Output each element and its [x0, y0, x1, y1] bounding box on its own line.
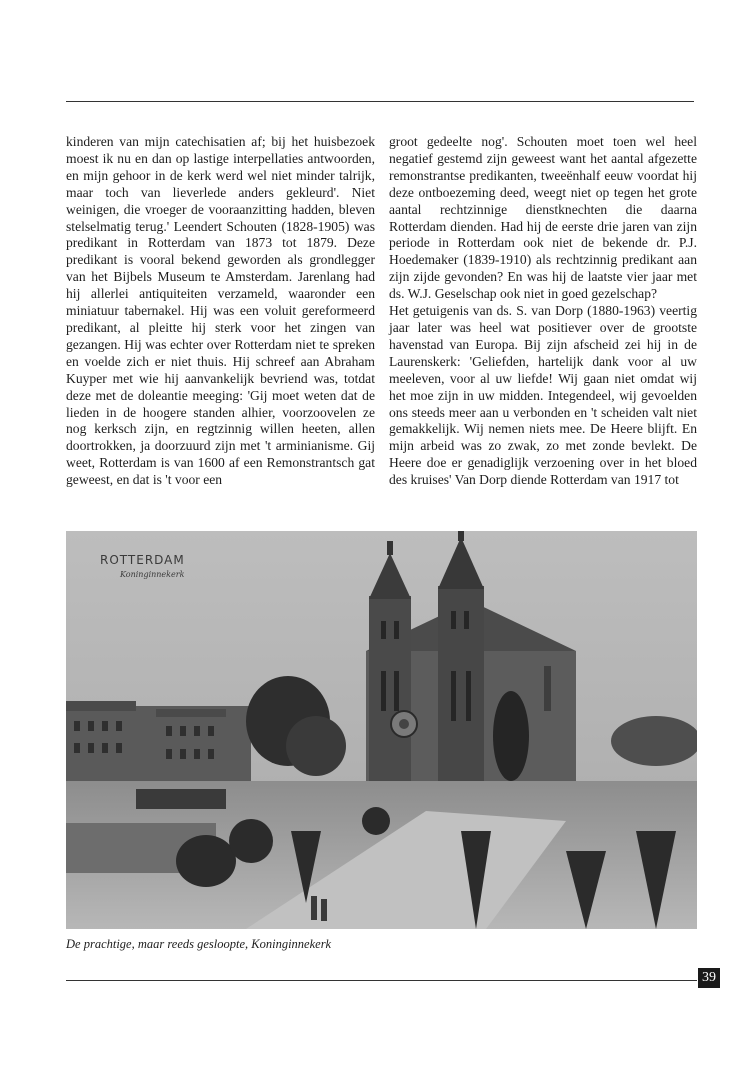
- article-column-left: [66, 134, 375, 489]
- top-rule: [66, 101, 694, 102]
- koninginnekerk-illustration: [66, 531, 697, 929]
- left-column-text: kinderen van mijn catechisatien af; bij het huisbezoek moest ik nu en dan op lastige interpellaties antwoorden, en mijn gehoor in de kerk werd wel niet minder talrijk, maar toch van lieverlede anders gekleurd'. Niet weinigen, die vroeger de vooraanzitting hadden, bleven stelselmatig terug.' Leendert Schouten (1828-1905) was predikant in Rotterdam van 1873 tot 1879. Deze predikant is vooral bekend geworden als grondlegger van het Bijbels Museum te Amsterdam. Jarenlang had hij allerlei antiquiteiten verzameld, waaronder een miniatuur tabernakel. Hij was een voluit gereformeerd predikant, al pleitte hij sterk voor het zingen van gezangen. Hij was echter over Rotterdam niet te spreken en voelde zich er niet thuis. Hij schreef aan Abraham Kuyper met wie hij aanvankelijk bevriend was, totdat deze met de doleantie meeging: 'Gij moet weten dat de lieden in de hoogere standen alhier, voorzoovelen ze nog kerksch zijn, en regtzinnig willen heeten, allen doortrokken, ja doorzuurd zijn met 't arminianisme. Gij weet, Rotterdam is van 1600 af een Remonstrantsch gat geweest, en dat is 't voor een: [66, 134, 375, 488]
- photo-caption: De prachtige, maar reeds gesloopte, Koninginnekerk: [66, 937, 332, 951]
- bottom-rule: [66, 980, 697, 981]
- church-photograph: [66, 531, 697, 929]
- article-column-right: [389, 134, 697, 489]
- right-paragraph-2: Het getuigenis van ds. S. van Dorp (1880-1963) veertig jaar later was heel wat positiever over de grootste havenstad van Europa. Bij zijn afscheid zei hij in de Laurenskerk: 'Geliefden, hartelijk dank voor al uw meeleven, voor al uw liefde! Wij gaan niet omdat wij het moe zijn in uw midden. Integendeel, wij gevoelden ons steeds meer aan u verbonden en 't scheiden valt niet gemakkelijk. Wij nemen niets mee. De Heere blijft. En mijn arbeid was zo zwak, zo met zonde bevlekt. De Heere doe er genadiglijk verzoening over in het bloed des kruises' Van Dorp diende Rotterdam van 1917 tot: [389, 303, 697, 488]
- photo-sublabel: Koninginnekerk: [120, 570, 185, 579]
- photo-label: ROTTERDAM: [100, 553, 185, 567]
- right-paragraph-1: groot gedeelte nog'. Schouten moet toen wel heel negatief gestemd zijn geweest want het aantal afgezette remonstrantse predikanten, tweeënhalf eeuw voordat hij deze ontboezeming deed, weegt niet op tegen het grote aantal rechtzinnige dienstknechten die daarna Rotterdam dienden. Had hij de eerste drie jaren van zijn periode in Rotterdam ook niet de bekende dr. P.J. Hoedemaker (1839-1910) als rechtzinnig predikant aan zijn zijde gevonden? En was hij de laatste vier jaar met ds. W.J. Geselschap ook niet in goed gezelschap?: [389, 134, 697, 302]
- page-number: 39: [698, 968, 720, 988]
